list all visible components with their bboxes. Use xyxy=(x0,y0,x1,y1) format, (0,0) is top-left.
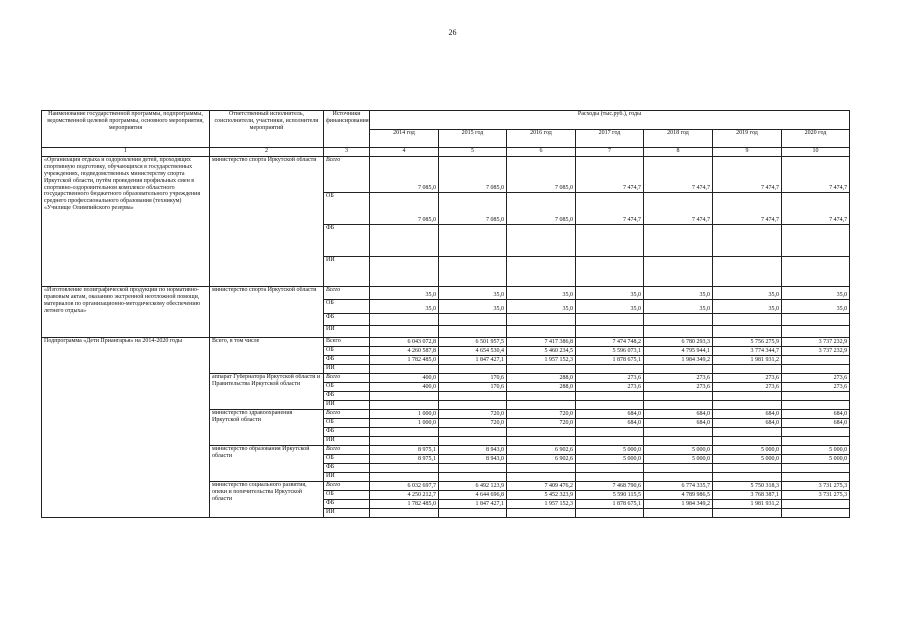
expense-value-2015-год xyxy=(439,392,507,401)
expense-value-2016-год xyxy=(507,225,576,257)
expense-value-2017-год: 7 474,7 xyxy=(576,193,644,225)
expense-value-2016-год: 1 957 152,3 xyxy=(507,356,576,365)
table-row xyxy=(42,338,850,347)
executor: министерство спорта Иркутской области xyxy=(210,287,324,338)
expense-value-2020-год xyxy=(782,365,850,374)
expense-value-2020-год: 273,6 xyxy=(782,374,850,383)
funding-source: ОБ xyxy=(324,419,370,428)
funding-source: ФБ xyxy=(324,464,370,473)
expense-value-2016-год: 288,0 xyxy=(507,374,576,383)
funding-source: Всего xyxy=(324,157,370,193)
expense-value-2018-год: 273,6 xyxy=(644,374,713,383)
expense-value-2019-год: 273,6 xyxy=(713,374,782,383)
column-number-9: 9 xyxy=(713,148,782,157)
expense-value-2018-год: 684,0 xyxy=(644,410,713,419)
table-row xyxy=(42,287,850,300)
expense-value-2020-год: 35,0 xyxy=(782,300,850,314)
expense-value-2015-год: 4 654 530,4 xyxy=(439,347,507,356)
funding-source: ИИ xyxy=(324,437,370,446)
expense-value-2016-год xyxy=(507,401,576,410)
expense-value-2020-год xyxy=(782,464,850,473)
funding-source: ИИ xyxy=(324,509,370,518)
expense-value-2017-год: 684,0 xyxy=(576,410,644,419)
expense-value-2014-год xyxy=(370,473,439,482)
expense-value-2018-год xyxy=(644,401,713,410)
column-number-3: 3 xyxy=(324,148,370,157)
expense-value-2017-год xyxy=(576,464,644,473)
header-year-3: 2017 год xyxy=(576,130,644,148)
expense-value-2014-год: 4 260 587,8 xyxy=(370,347,439,356)
column-number-4: 4 xyxy=(370,148,439,157)
funding-source: Всего xyxy=(324,482,370,491)
expense-value-2017-год xyxy=(576,428,644,437)
expense-value-2019-год: 273,6 xyxy=(713,383,782,392)
expense-value-2017-год: 35,0 xyxy=(576,287,644,300)
expense-value-2014-год xyxy=(370,314,439,326)
expense-value-2017-год xyxy=(576,314,644,326)
expense-value-2015-год: 1 847 427,1 xyxy=(439,500,507,509)
executor: министерство образования Иркутской области xyxy=(210,446,324,482)
funding-source: ФБ xyxy=(324,314,370,326)
expense-value-2016-год: 288,0 xyxy=(507,383,576,392)
expense-value-2018-год xyxy=(644,392,713,401)
expense-value-2019-год xyxy=(713,392,782,401)
header-year-1: 2015 год xyxy=(439,130,507,148)
expense-value-2014-год xyxy=(370,257,439,287)
page-number: 26 xyxy=(448,28,457,37)
expense-value-2018-год: 1 984 349,2 xyxy=(644,356,713,365)
expense-value-2018-год xyxy=(644,464,713,473)
expense-value-2020-год: 35,0 xyxy=(782,287,850,300)
expense-value-2014-год: 1 782 485,0 xyxy=(370,356,439,365)
expense-value-2019-год: 35,0 xyxy=(713,287,782,300)
expense-value-2015-год: 170,6 xyxy=(439,383,507,392)
expense-value-2020-год xyxy=(782,500,850,509)
expense-value-2015-год xyxy=(439,473,507,482)
column-number-7: 7 xyxy=(576,148,644,157)
expense-value-2016-год xyxy=(507,473,576,482)
expense-value-2015-год xyxy=(439,437,507,446)
expense-value-2014-год: 1 782 485,0 xyxy=(370,500,439,509)
expense-value-2015-год xyxy=(439,464,507,473)
expense-value-2014-год: 8 975,1 xyxy=(370,446,439,455)
expense-value-2014-год: 35,0 xyxy=(370,300,439,314)
expense-value-2016-год: 5 452 323,9 xyxy=(507,491,576,500)
expense-value-2014-год: 1 000,0 xyxy=(370,410,439,419)
expense-value-2016-год xyxy=(507,365,576,374)
expense-value-2018-год xyxy=(644,257,713,287)
expense-value-2020-год xyxy=(782,392,850,401)
expense-value-2015-год xyxy=(439,365,507,374)
expense-value-2018-год xyxy=(644,437,713,446)
expense-value-2016-год xyxy=(507,326,576,338)
expense-value-2016-год xyxy=(507,392,576,401)
executor: аппарат Губернатора Иркутской области и Правительства Иркутской области xyxy=(210,374,324,410)
expense-value-2015-год: 7 085,0 xyxy=(439,193,507,225)
expense-value-2020-год: 3 737 232,9 xyxy=(782,347,850,356)
expense-value-2020-год xyxy=(782,509,850,518)
expense-value-2018-год: 7 474,7 xyxy=(644,157,713,193)
expense-value-2017-год xyxy=(576,437,644,446)
expense-value-2014-год: 400,0 xyxy=(370,374,439,383)
expense-value-2015-год: 8 943,0 xyxy=(439,446,507,455)
expense-value-2015-год xyxy=(439,257,507,287)
funding-source: Всего xyxy=(324,287,370,300)
expense-value-2018-год xyxy=(644,326,713,338)
expense-value-2014-год: 35,0 xyxy=(370,287,439,300)
expense-value-2017-год: 7 474,7 xyxy=(576,157,644,193)
expense-value-2019-год: 1 981 931,2 xyxy=(713,356,782,365)
expense-value-2019-год: 3 768 387,1 xyxy=(713,491,782,500)
expense-value-2020-год: 3 731 275,3 xyxy=(782,491,850,500)
column-number-1: 1 xyxy=(42,148,210,157)
expense-value-2015-год: 6 492 123,9 xyxy=(439,482,507,491)
expense-value-2018-год xyxy=(644,428,713,437)
expense-value-2014-год xyxy=(370,326,439,338)
expense-value-2019-год: 35,0 xyxy=(713,300,782,314)
expense-value-2015-год: 720,0 xyxy=(439,419,507,428)
expense-value-2014-год: 6 032 697,7 xyxy=(370,482,439,491)
expense-value-2019-год: 5 756 275,9 xyxy=(713,338,782,347)
expense-value-2020-год: 684,0 xyxy=(782,419,850,428)
expense-value-2017-год: 273,6 xyxy=(576,374,644,383)
expense-value-2020-год: 273,6 xyxy=(782,383,850,392)
expense-value-2017-год xyxy=(576,257,644,287)
expense-value-2017-год: 5 000,0 xyxy=(576,446,644,455)
table-body xyxy=(42,111,850,518)
funding-source: ИИ xyxy=(324,473,370,482)
expense-value-2015-год xyxy=(439,326,507,338)
expense-value-2018-год: 5 000,0 xyxy=(644,446,713,455)
expense-value-2018-год: 4 789 986,5 xyxy=(644,491,713,500)
expense-value-2019-год xyxy=(713,314,782,326)
expense-value-2016-год: 6 902,6 xyxy=(507,446,576,455)
funding-source: ФБ xyxy=(324,356,370,365)
expense-value-2019-год: 5 750 318,3 xyxy=(713,482,782,491)
expense-value-2018-год: 4 795 944,1 xyxy=(644,347,713,356)
funding-source: Всего xyxy=(324,410,370,419)
expense-value-2014-год xyxy=(370,392,439,401)
executor: Всего, в том числе xyxy=(210,338,324,374)
expense-value-2019-год: 5 000,0 xyxy=(713,446,782,455)
executor: министерство здравоохранения Иркутской области xyxy=(210,410,324,446)
expense-value-2017-год xyxy=(576,326,644,338)
header-year-4: 2018 год xyxy=(644,130,713,148)
expense-value-2018-год: 6 774 335,7 xyxy=(644,482,713,491)
expense-value-2015-год xyxy=(439,314,507,326)
expense-value-2017-год: 35,0 xyxy=(576,300,644,314)
expense-value-2019-год xyxy=(713,428,782,437)
expense-value-2014-год xyxy=(370,428,439,437)
expense-value-2018-год: 35,0 xyxy=(644,300,713,314)
expense-value-2019-год xyxy=(713,225,782,257)
expense-value-2015-год xyxy=(439,401,507,410)
executor: министерство спорта Иркутской области xyxy=(210,157,324,287)
expense-value-2019-год: 684,0 xyxy=(713,410,782,419)
funding-source: ОБ xyxy=(324,300,370,314)
expense-value-2018-год: 7 474,7 xyxy=(644,193,713,225)
expense-value-2016-год xyxy=(507,437,576,446)
expense-value-2020-год: 5 000,0 xyxy=(782,446,850,455)
expense-value-2017-год: 1 878 675,1 xyxy=(576,356,644,365)
expense-value-2018-год: 6 780 293,3 xyxy=(644,338,713,347)
expense-value-2020-год: 684,0 xyxy=(782,410,850,419)
expense-value-2020-год: 3 737 232,9 xyxy=(782,338,850,347)
funding-source: ИИ xyxy=(324,326,370,338)
expense-value-2017-год: 5 000,0 xyxy=(576,455,644,464)
expense-value-2017-год xyxy=(576,473,644,482)
expense-value-2014-год xyxy=(370,365,439,374)
expense-value-2015-год: 7 085,0 xyxy=(439,157,507,193)
expense-value-2019-год: 7 474,7 xyxy=(713,157,782,193)
expense-value-2015-год: 35,0 xyxy=(439,287,507,300)
funding-source: ФБ xyxy=(324,428,370,437)
expense-value-2015-год xyxy=(439,509,507,518)
expense-value-2018-год xyxy=(644,509,713,518)
expenses-table xyxy=(41,110,850,518)
expense-value-2016-год xyxy=(507,257,576,287)
expense-value-2016-год xyxy=(507,509,576,518)
expense-value-2019-год xyxy=(713,437,782,446)
table-row xyxy=(42,157,850,193)
expense-value-2014-год xyxy=(370,509,439,518)
header-expenses: Расходы (тыс.руб.), годы xyxy=(370,111,850,130)
expense-value-2017-год: 1 878 675,1 xyxy=(576,500,644,509)
expense-value-2020-год xyxy=(782,428,850,437)
expense-value-2014-год: 400,0 xyxy=(370,383,439,392)
expense-value-2016-год: 7 409 476,2 xyxy=(507,482,576,491)
expense-value-2014-год: 7 085,0 xyxy=(370,193,439,225)
expense-value-2019-год xyxy=(713,509,782,518)
column-number-5: 5 xyxy=(439,148,507,157)
expense-value-2015-год: 6 501 957,5 xyxy=(439,338,507,347)
expense-value-2017-год xyxy=(576,401,644,410)
expense-value-2017-год: 273,6 xyxy=(576,383,644,392)
expense-value-2019-год: 5 000,0 xyxy=(713,455,782,464)
expense-value-2016-год: 1 957 152,3 xyxy=(507,500,576,509)
program-name: Подпрограмма «Дети Приангарья» на 2014-2020 годы xyxy=(42,338,210,518)
expense-value-2019-год xyxy=(713,401,782,410)
expense-value-2015-год: 170,6 xyxy=(439,374,507,383)
expense-value-2015-год xyxy=(439,225,507,257)
expense-value-2014-год xyxy=(370,401,439,410)
expense-value-2020-год: 7 474,7 xyxy=(782,157,850,193)
expense-value-2019-год xyxy=(713,326,782,338)
expense-value-2015-год: 35,0 xyxy=(439,300,507,314)
funding-source: ОБ xyxy=(324,193,370,225)
expense-value-2014-год xyxy=(370,464,439,473)
expense-value-2015-год xyxy=(439,428,507,437)
expense-value-2018-год: 35,0 xyxy=(644,287,713,300)
expense-value-2014-год: 4 250 212,7 xyxy=(370,491,439,500)
funding-source: ИИ xyxy=(324,365,370,374)
header-row-top xyxy=(42,111,850,130)
header-year-5: 2019 год xyxy=(713,130,782,148)
expense-value-2018-год: 684,0 xyxy=(644,419,713,428)
funding-source: ФБ xyxy=(324,392,370,401)
header-col-source: Источники финансирования xyxy=(324,111,370,148)
expense-value-2017-год xyxy=(576,392,644,401)
expense-value-2016-год: 720,0 xyxy=(507,419,576,428)
funding-source: Всего xyxy=(324,374,370,383)
column-number-2: 2 xyxy=(210,148,324,157)
expense-value-2016-год xyxy=(507,314,576,326)
expense-value-2018-год xyxy=(644,365,713,374)
expense-value-2020-год xyxy=(782,437,850,446)
expense-value-2017-год: 684,0 xyxy=(576,419,644,428)
funding-source: ИИ xyxy=(324,401,370,410)
expense-value-2018-год xyxy=(644,473,713,482)
expense-value-2018-год xyxy=(644,225,713,257)
funding-source: ОБ xyxy=(324,491,370,500)
funding-source: ОБ xyxy=(324,455,370,464)
program-name: «Изготовление полиграфической продукции по нормативно-правовым актам, оказанию экстренной неотложной помощи, материалов по организационно-методическому обеспечению летнего отдыха» xyxy=(42,287,210,338)
expense-value-2016-год: 35,0 xyxy=(507,287,576,300)
expense-value-2020-год: 5 000,0 xyxy=(782,455,850,464)
expense-value-2018-год: 1 984 349,2 xyxy=(644,500,713,509)
expense-value-2015-год: 1 847 427,1 xyxy=(439,356,507,365)
funding-source: ОБ xyxy=(324,383,370,392)
expense-value-2014-год: 6 043 072,8 xyxy=(370,338,439,347)
expense-value-2019-год: 684,0 xyxy=(713,419,782,428)
expense-value-2020-год xyxy=(782,257,850,287)
header-year-0: 2014 год xyxy=(370,130,439,148)
header-year-2: 2016 год xyxy=(507,130,576,148)
expense-value-2020-год xyxy=(782,225,850,257)
expense-value-2018-год xyxy=(644,314,713,326)
expense-value-2014-год xyxy=(370,225,439,257)
funding-source: ФБ xyxy=(324,500,370,509)
expense-value-2019-год: 3 774 344,7 xyxy=(713,347,782,356)
expense-value-2017-год xyxy=(576,225,644,257)
expense-value-2015-год: 720,0 xyxy=(439,410,507,419)
expense-value-2014-год: 8 975,1 xyxy=(370,455,439,464)
expense-value-2017-год: 5 590 115,5 xyxy=(576,491,644,500)
funding-source: ОБ xyxy=(324,347,370,356)
expense-value-2016-год: 5 460 234,5 xyxy=(507,347,576,356)
funding-source: Всего xyxy=(324,446,370,455)
expense-value-2020-год xyxy=(782,314,850,326)
expense-value-2019-год xyxy=(713,464,782,473)
program-name: «Организация отдыха и оздоровления детей, проходящих спортивную подготовку, обучающихся в государственных учреждениях, подведомственных министерству спорта Иркутской области, путём проведения профильных смен в спортивно-оздоровительном комплексе областного государственного бюджетного образовательного учреждения среднего профессионального образования (техникум) «Училище Олимпийского резерва» xyxy=(42,157,210,287)
expense-value-2015-год: 4 644 696,8 xyxy=(439,491,507,500)
expense-value-2016-год: 35,0 xyxy=(507,300,576,314)
column-number-8: 8 xyxy=(644,148,713,157)
expense-value-2016-год: 7 085,0 xyxy=(507,193,576,225)
expense-value-2020-год: 7 474,7 xyxy=(782,193,850,225)
expense-value-2019-год: 7 474,7 xyxy=(713,193,782,225)
expense-value-2019-год xyxy=(713,365,782,374)
expense-value-2014-год: 7 085,0 xyxy=(370,157,439,193)
expense-value-2020-год xyxy=(782,473,850,482)
funding-source: ИИ xyxy=(324,257,370,287)
expense-value-2016-год xyxy=(507,428,576,437)
executor: министерство социального развития, опеки и попечительства Иркутской области xyxy=(210,482,324,518)
expense-value-2017-год: 7 474 748,2 xyxy=(576,338,644,347)
header-col-executor: Ответственный исполнитель, соисполнители, участники, исполнители мероприятий xyxy=(210,111,324,148)
expense-value-2019-год xyxy=(713,473,782,482)
funding-source: Всего xyxy=(324,338,370,347)
expense-value-2017-год xyxy=(576,509,644,518)
expense-value-2016-год xyxy=(507,464,576,473)
expense-value-2018-год: 5 000,0 xyxy=(644,455,713,464)
expense-value-2018-год: 273,6 xyxy=(644,383,713,392)
expense-value-2016-год: 6 902,6 xyxy=(507,455,576,464)
expense-value-2017-год xyxy=(576,365,644,374)
expense-value-2015-год: 8 943,0 xyxy=(439,455,507,464)
header-year-6: 2020 год xyxy=(782,130,850,148)
expense-value-2020-год xyxy=(782,326,850,338)
header-col-name: Наименование государственной программы, подпрограммы, ведомственной целевой программы, основного мероприятия, мероприятия xyxy=(42,111,210,148)
expense-value-2016-год: 7 085,0 xyxy=(507,157,576,193)
expense-value-2020-год xyxy=(782,401,850,410)
funding-source: ФБ xyxy=(324,225,370,257)
expense-value-2016-год: 720,0 xyxy=(507,410,576,419)
expense-value-2016-год: 7 417 386,8 xyxy=(507,338,576,347)
expense-value-2020-год xyxy=(782,356,850,365)
column-number-6: 6 xyxy=(507,148,576,157)
expense-value-2014-год xyxy=(370,437,439,446)
expense-value-2020-год: 3 731 275,3 xyxy=(782,482,850,491)
header-numbers-row xyxy=(42,148,850,157)
expense-value-2017-год: 5 596 073,1 xyxy=(576,347,644,356)
column-number-10: 10 xyxy=(782,148,850,157)
expense-value-2019-год xyxy=(713,257,782,287)
expense-value-2019-год: 1 981 931,2 xyxy=(713,500,782,509)
expense-value-2014-год: 1 000,0 xyxy=(370,419,439,428)
expense-value-2017-год: 7 468 790,6 xyxy=(576,482,644,491)
